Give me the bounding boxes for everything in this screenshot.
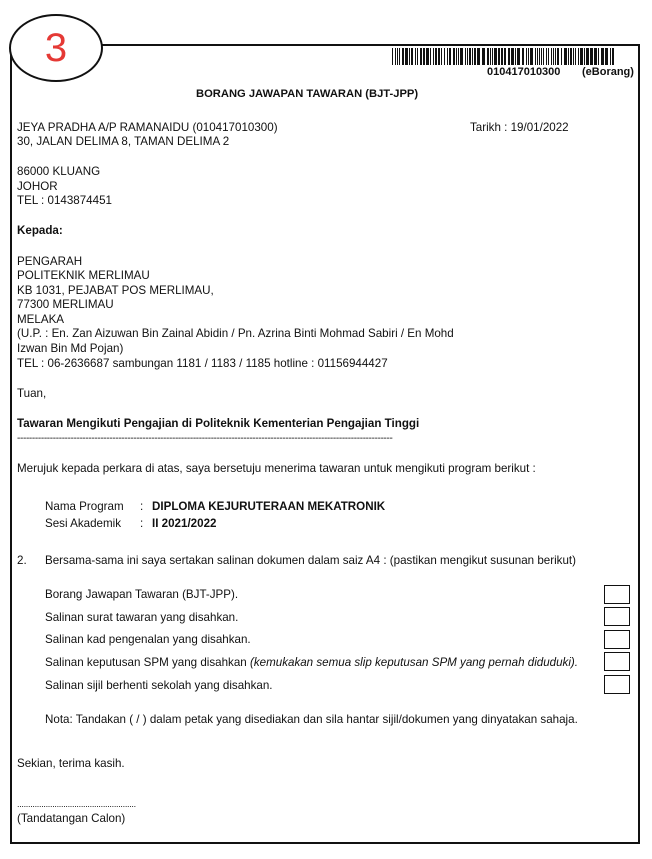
intro-paragraph: Merujuk kepada perkara di atas, saya bersetuju menerima tawaran untuk mengikuti program berikut :	[17, 462, 536, 475]
recipient-state: MELAKA	[17, 313, 65, 326]
point-2-number: 2.	[17, 554, 27, 567]
recipient-attention-cont: Izwan Bin Md Pojan)	[17, 342, 124, 355]
subject-divider: ------------------------------------------------------------------------------------------------------------------------------	[17, 433, 393, 444]
salutation: Tuan,	[17, 387, 47, 400]
to-label: Kepada:	[17, 224, 63, 237]
sender-address: 30, JALAN DELIMA 8, TAMAN DELIMA 2	[17, 135, 230, 148]
recipient-address: KB 1031, PEJABAT POS MERLIMAU,	[17, 284, 214, 297]
subject-line: Tawaran Mengikuti Pengajian di Politeknik Kementerian Pengajian Tinggi	[17, 417, 420, 430]
sender-name: JEYA PRADHA A/P RAMANAIDU (010417010300)	[17, 121, 278, 134]
program-name-colon: :	[140, 500, 144, 513]
page-number-badge	[9, 14, 103, 82]
program-name-label: Nama Program	[45, 500, 124, 513]
recipient-title: PENGARAH	[17, 255, 83, 268]
checklist-item-offer-letter: Salinan surat tawaran yang disahkan.	[45, 611, 239, 624]
checklist-item-ic: Salinan kad pengenalan yang disahkan.	[45, 633, 251, 646]
sender-postcode: 86000 KLUANG	[17, 165, 101, 178]
checklist-item-leaving-cert: Salinan sijil berhenti sekolah yang disahkan.	[45, 679, 273, 692]
eborang-tag: (eBorang)	[582, 66, 634, 78]
point-2-text: Bersama-sama ini saya sertakan salinan dokumen dalam saiz A4 : (pastikan mengikut susunan berikut)	[45, 554, 577, 567]
barcode-number: 010417010300	[487, 66, 561, 78]
checklist-item-spm-label: Salinan keputusan SPM yang disahkan	[45, 656, 247, 669]
recipient-phone: TEL : 06-2636687 sambungan 1181 / 1183 / 1185 hotline : 01156944427	[17, 357, 388, 370]
signature-line: ......................................................	[17, 799, 136, 809]
checkbox-spm[interactable]	[604, 652, 630, 671]
recipient-postcode: 77300 MERLIMAU	[17, 298, 114, 311]
checkbox-bjt[interactable]	[604, 585, 630, 604]
sender-state: JOHOR	[17, 180, 58, 193]
page-number: 3	[44, 26, 68, 70]
checkbox-leaving-cert[interactable]	[604, 675, 630, 694]
program-name-value: DIPLOMA KEJURUTERAAN MEKATRONIK	[152, 500, 386, 513]
recipient-institution: POLITEKNIK MERLIMAU	[17, 269, 150, 282]
academic-session-label: Sesi Akademik	[45, 517, 122, 530]
checkbox-offer-letter[interactable]	[604, 607, 630, 626]
form-title: BORANG JAWAPAN TAWARAN (BJT-JPP)	[196, 88, 419, 100]
academic-session-value: II 2021/2022	[152, 517, 217, 530]
checklist-item-spm-note: (kemukakan semua slip keputusan SPM yang pernah diduduki).	[249, 656, 579, 669]
sender-phone: TEL : 0143874451	[17, 194, 112, 207]
letter-date: Tarikh : 19/01/2022	[470, 121, 569, 134]
checklist-item-spm	[45, 656, 578, 670]
closing-text: Sekian, terima kasih.	[17, 757, 125, 770]
academic-session-colon: :	[140, 517, 144, 530]
signature-label: (Tandatangan Calon)	[17, 812, 126, 825]
recipient-attention: (U.P. : En. Zan Aizuwan Bin Zainal Abidin / Pn. Azrina Binti Mohmad Sabiri / En Mohd	[17, 327, 454, 340]
checkbox-ic[interactable]	[604, 630, 630, 649]
barcode-image	[392, 48, 616, 65]
note-text: Nota: Tandakan ( / ) dalam petak yang disediakan dan sila hantar sijil/dokumen yang dinyatakan sahaja.	[45, 713, 578, 726]
checklist-item-bjt: Borang Jawapan Tawaran (BJT-JPP).	[45, 588, 239, 601]
